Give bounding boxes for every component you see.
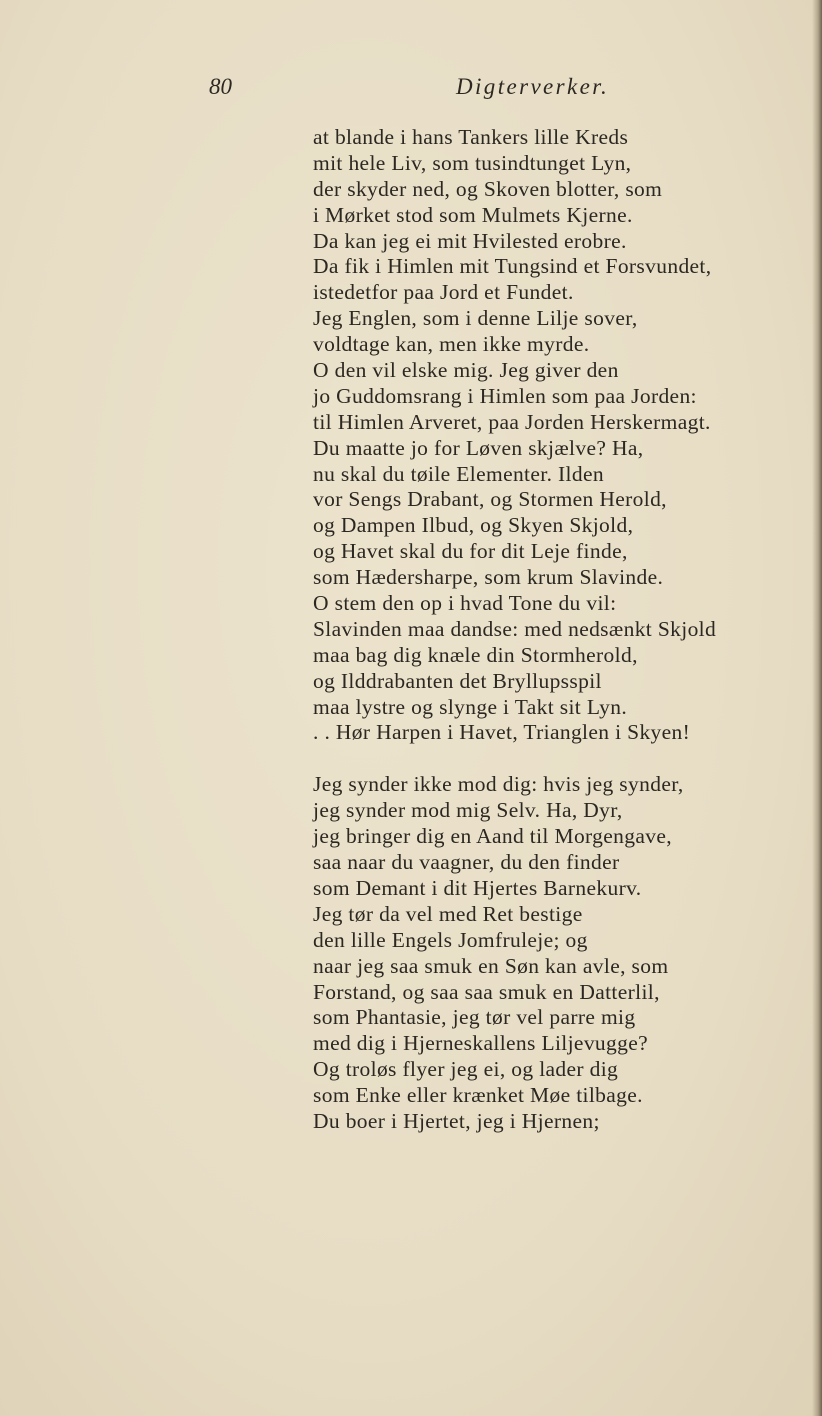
poem-line: maa bag dig knæle din Stormherold, — [313, 642, 638, 667]
poem-line: som Phantasie, jeg tør vel parre mig — [313, 1005, 636, 1030]
poem-line: til Himlen Arveret, paa Jorden Herskermagt. — [313, 409, 711, 434]
poem-line: Du boer i Hjertet, jeg i Hjernen; — [313, 1108, 600, 1133]
poem-line: istedetfor paa Jord et Fundet. — [313, 280, 574, 305]
poem-line: Du maatte jo for Løven skjælve? Ha, — [313, 435, 644, 460]
poem-line: . . Hør Harpen i Havet, Trianglen i Skyen! — [313, 720, 691, 745]
running-title: Digterverker. — [456, 74, 610, 99]
poem-line: og Dampen Ilbud, og Skyen Skjold, — [313, 513, 634, 538]
poem-line: Jeg tør da vel med Ret bestige — [313, 901, 583, 926]
poem-line: Og troløs flyer jeg ei, og lader dig — [313, 1057, 619, 1082]
poem-line: voldtage kan, men ikke myrde. — [313, 332, 590, 357]
poem-line: saa naar du vaagner, du den finder — [313, 850, 620, 875]
poem-line: mit hele Liv, som tusindtunget Lyn, — [313, 150, 632, 175]
stanza-1 — [313, 125, 793, 746]
poem-line: maa lystre og slynge i Takt sit Lyn. — [313, 694, 628, 719]
poem-line: O stem den op i hvad Tone du vil: — [313, 591, 617, 616]
poem-line: der skyder ned, og Skoven blotter, som — [313, 176, 663, 201]
poem-line: O den vil elske mig. Jeg giver den — [313, 358, 619, 383]
poem-line: jeg synder mod mig Selv. Ha, Dyr, — [313, 798, 623, 823]
poem-line: at blande i hans Tankers lille Kreds — [313, 125, 629, 149]
poem-line: Jeg Englen, som i denne Lilje sover, — [313, 306, 638, 331]
poem-line: som Enke eller krænket Møe tilbage. — [313, 1083, 643, 1108]
poem-line: nu skal du tøile Elementer. Ilden — [313, 461, 604, 486]
poem-line: vor Sengs Drabant, og Stormen Herold, — [313, 487, 667, 512]
stanza-2 — [313, 772, 793, 1134]
poem-line: Jeg synder ikke mod dig: hvis jeg synder, — [313, 772, 684, 797]
poem-line: som Hædersharpe, som krum Slavinde. — [313, 565, 664, 590]
poem-line: den lille Engels Jomfruleje; og — [313, 927, 588, 952]
poem-line: Da kan jeg ei mit Hvilested erobre. — [313, 228, 627, 253]
page-edge-shadow — [812, 0, 822, 1416]
poem-line: jeg bringer dig en Aand til Morgengave, — [313, 824, 672, 849]
page-number: 80 — [209, 74, 232, 99]
poem-line: Forstand, og saa saa smuk en Datterlil, — [313, 979, 660, 1004]
poem-line: med dig i Hjerneskallens Liljevugge? — [313, 1031, 649, 1056]
poem-text — [313, 125, 793, 1135]
poem-line: i Mørket stod som Mulmets Kjerne. — [313, 202, 633, 227]
poem-line: som Demant i dit Hjertes Barnekurv. — [313, 875, 642, 900]
poem-line: naar jeg saa smuk en Søn kan avle, som — [313, 953, 669, 978]
poem-line: og Ilddrabanten det Bryllupsspil — [313, 668, 602, 693]
poem-line: jo Guddomsrang i Himlen som paa Jorden: — [313, 383, 697, 408]
poem-line: og Havet skal du for dit Leje finde, — [313, 539, 628, 564]
poem-line: Da fik i Himlen mit Tungsind et Forsvundet, — [313, 254, 712, 279]
poem-line: Slavinden maa dandse: med nedsænkt Skjold — [313, 616, 717, 641]
